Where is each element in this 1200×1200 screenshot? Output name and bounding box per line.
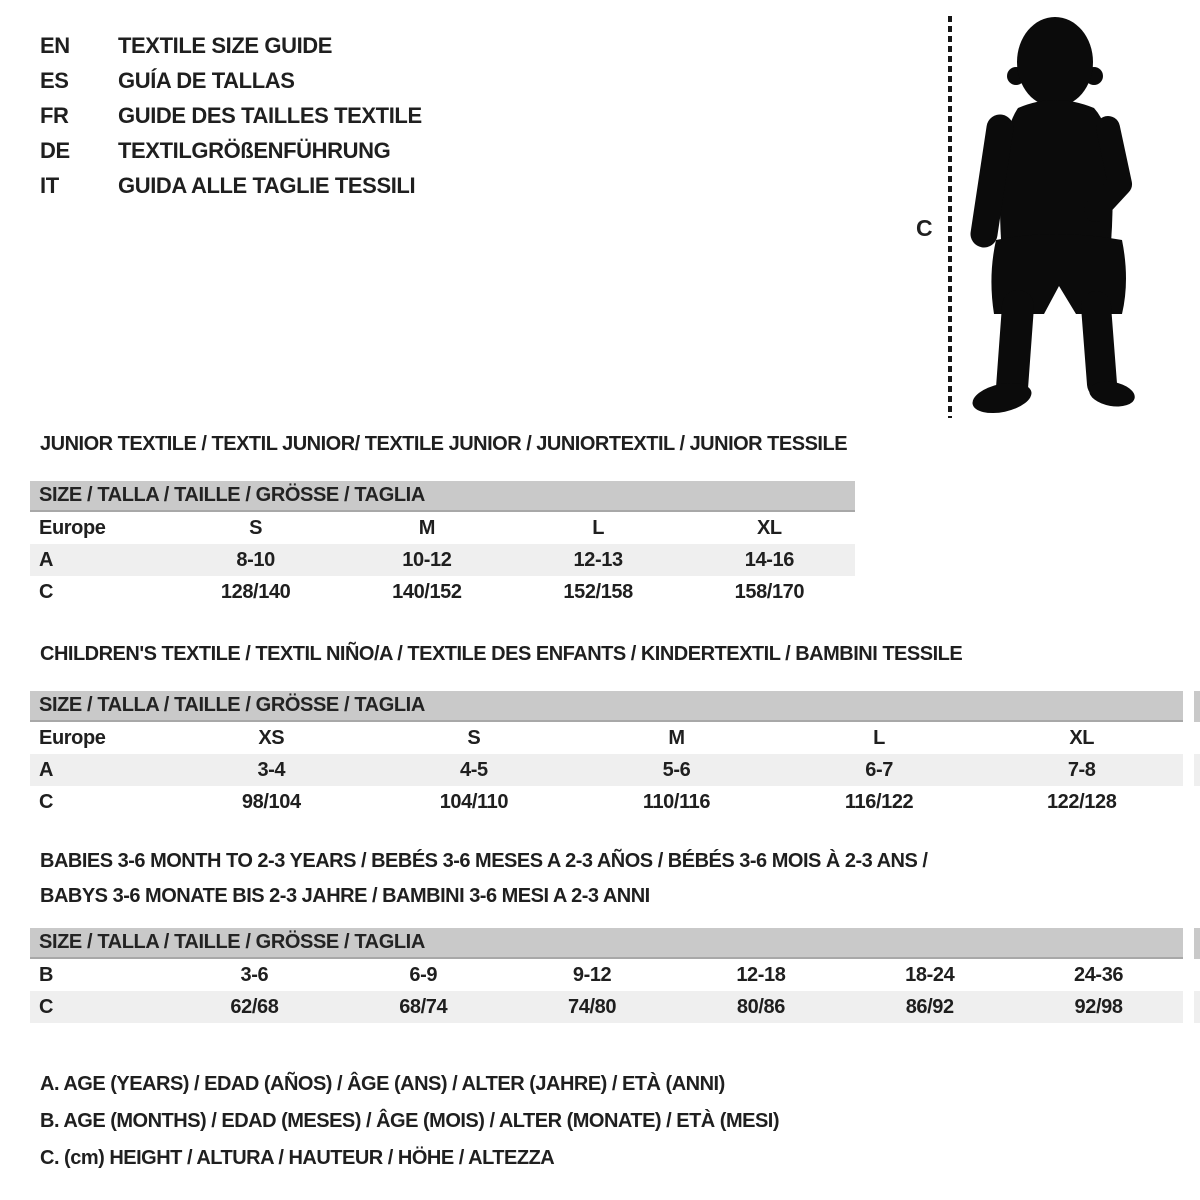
language-code: ES bbox=[40, 68, 69, 93]
row-label: A bbox=[39, 758, 54, 781]
table-cell: L bbox=[592, 516, 605, 539]
cropped-table-edge bbox=[1194, 691, 1200, 722]
table-cell: 116/122 bbox=[844, 790, 914, 813]
row-label: C bbox=[39, 580, 54, 603]
section-heading-junior bbox=[40, 427, 847, 462]
table-cell: 5-6 bbox=[662, 758, 691, 781]
row-label: C bbox=[39, 790, 54, 813]
table-row bbox=[30, 722, 1183, 754]
table-row bbox=[30, 991, 1183, 1023]
size-table-babies bbox=[30, 928, 1183, 1023]
language-code: FR bbox=[40, 103, 69, 128]
cropped-table-edge bbox=[1194, 928, 1200, 959]
section-heading-babies bbox=[40, 844, 927, 914]
table-cell: 98/104 bbox=[241, 790, 301, 813]
height-measure-label: C bbox=[916, 215, 933, 241]
footnotes bbox=[40, 1066, 779, 1177]
table-cell: 8-10 bbox=[236, 548, 275, 571]
section-heading-children bbox=[40, 637, 962, 672]
language-code: DE bbox=[40, 138, 70, 163]
guide-title: TEXTILE SIZE GUIDE bbox=[118, 33, 333, 58]
guide-title: GUÍA DE TALLAS bbox=[118, 68, 295, 93]
table-cell: S bbox=[467, 726, 481, 749]
language-code: EN bbox=[40, 33, 70, 58]
table-cell: 7-8 bbox=[1067, 758, 1096, 781]
child-silhouette-image bbox=[962, 14, 1138, 416]
row-label: B bbox=[39, 963, 54, 986]
table-cell: S bbox=[249, 516, 263, 539]
footnote-b: B. AGE (MONTHS) / EDAD (MESES) / ÂGE (MOIS) / ALTER (MONATE) / ETÀ (MESI) bbox=[40, 1110, 780, 1132]
table-cell: 10-12 bbox=[402, 548, 452, 571]
table-row bbox=[30, 512, 855, 544]
table-cell: L bbox=[873, 726, 885, 749]
table-cell: 12-18 bbox=[736, 963, 786, 986]
table-cell: 14-16 bbox=[744, 548, 794, 571]
row-label: C bbox=[39, 995, 54, 1018]
row-label: A bbox=[39, 548, 54, 571]
guide-title: GUIDA ALLE TAGLIE TESSILI bbox=[118, 173, 416, 198]
table-header-bar: SIZE / TALLA / TAILLE / GRÖSSE / TAGLIA bbox=[30, 928, 1183, 959]
table-cell: 86/92 bbox=[905, 995, 954, 1018]
table-cell: 4-5 bbox=[460, 758, 488, 781]
size-table-junior bbox=[30, 481, 855, 608]
size-table-children bbox=[30, 691, 1183, 818]
table-cell: XS bbox=[258, 726, 285, 749]
table-cell: 92/98 bbox=[1074, 995, 1123, 1018]
table-row bbox=[30, 786, 1183, 818]
table-row bbox=[30, 754, 1183, 786]
table-cell: 68/74 bbox=[399, 995, 448, 1018]
table-cell: 140/152 bbox=[392, 580, 462, 603]
table-cell: 128/140 bbox=[220, 580, 291, 603]
table-cell: M bbox=[668, 726, 685, 749]
language-code: IT bbox=[40, 173, 59, 198]
table-cell: 122/128 bbox=[1046, 790, 1117, 813]
table-cell: 6-7 bbox=[865, 758, 893, 781]
table-cell: 6-9 bbox=[409, 963, 438, 986]
table-header-bar: SIZE / TALLA / TAILLE / GRÖSSE / TAGLIA bbox=[30, 481, 855, 512]
table-cell: 74/80 bbox=[568, 995, 617, 1018]
table-cell: 158/170 bbox=[734, 580, 805, 603]
language-title-list bbox=[40, 28, 422, 203]
footnote-c: C. (cm) HEIGHT / ALTURA / HAUTEUR / HÖHE / ALTEZZA bbox=[40, 1147, 555, 1169]
table-cell: XL bbox=[756, 516, 782, 539]
guide-title: TEXTILGRÖßENFÜHRUNG bbox=[118, 138, 391, 163]
guide-title: GUIDE DES TAILLES TEXTILE bbox=[118, 103, 422, 128]
table-cell: 110/116 bbox=[642, 790, 711, 813]
table-cell: 9-12 bbox=[572, 963, 612, 986]
table-row bbox=[30, 959, 1183, 991]
heading-line: CHILDREN'S TEXTILE / TEXTIL NIÑO/A / TEXTILE DES ENFANTS / KINDERTEXTIL / BAMBINI TESSILE bbox=[40, 643, 963, 665]
table-cell: 18-24 bbox=[905, 963, 955, 986]
table-cell: 80/86 bbox=[736, 995, 785, 1018]
footnote-a: A. AGE (YEARS) / EDAD (AÑOS) / ÂGE (ANS) / ALTER (JAHRE) / ETÀ (ANNI) bbox=[40, 1073, 725, 1095]
table-row bbox=[30, 576, 855, 608]
table-cell: M bbox=[418, 516, 435, 539]
table-row bbox=[30, 544, 855, 576]
table-cell: 12-13 bbox=[573, 548, 623, 571]
heading-line: JUNIOR TEXTILE / TEXTIL JUNIOR/ TEXTILE JUNIOR / JUNIORTEXTIL / JUNIOR TESSILE bbox=[40, 433, 848, 455]
table-cell: 24-36 bbox=[1073, 963, 1124, 986]
table-cell: 3-4 bbox=[257, 758, 286, 781]
table-cell: XL bbox=[1069, 726, 1095, 749]
heading-line: BABIES 3-6 MONTH TO 2-3 YEARS / BEBÉS 3-6 MESES A 2-3 AÑOS / BÉBÉS 3-6 MOIS À 2-3 ANS / bbox=[40, 850, 928, 872]
row-label: Europe bbox=[39, 726, 106, 749]
table-cell: 104/110 bbox=[439, 790, 509, 813]
height-measure-dashed-line bbox=[948, 16, 952, 418]
table-cell: 3-6 bbox=[240, 963, 269, 986]
row-label: Europe bbox=[39, 516, 106, 539]
cropped-table-edge bbox=[1194, 754, 1200, 786]
table-cell: 62/68 bbox=[230, 995, 279, 1018]
heading-line: BABYS 3-6 MONATE BIS 2-3 JAHRE / BAMBINI 3-6 MESI A 2-3 ANNI bbox=[40, 885, 650, 907]
table-cell: 152/158 bbox=[563, 580, 633, 603]
table-header-bar: SIZE / TALLA / TAILLE / GRÖSSE / TAGLIA bbox=[30, 691, 1183, 722]
cropped-table-edge bbox=[1194, 991, 1200, 1023]
